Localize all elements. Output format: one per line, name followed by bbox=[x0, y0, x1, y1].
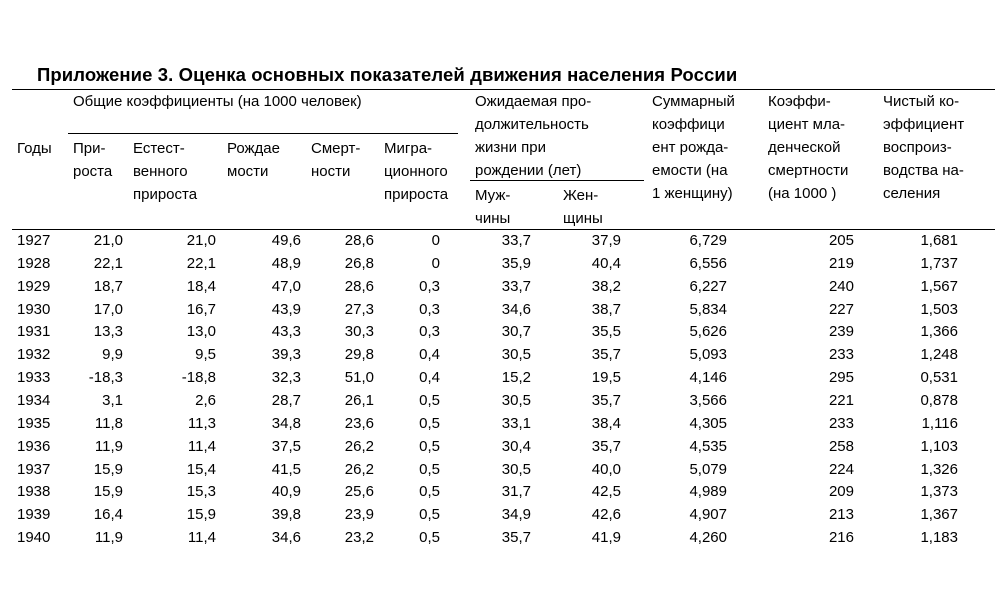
cell-year: 1940 bbox=[17, 529, 51, 547]
cell-growth: 17,0 bbox=[93, 300, 123, 318]
cell-total-fertility: 4,305 bbox=[689, 414, 727, 432]
cell-deaths: 28,6 bbox=[344, 277, 374, 295]
cell-net-reproduction: 1,248 bbox=[920, 346, 958, 364]
cell-total-fertility: 4,907 bbox=[689, 506, 727, 524]
cell-total-fertility: 6,556 bbox=[689, 254, 727, 272]
cell-births: 34,6 bbox=[271, 529, 301, 547]
cell-year: 1935 bbox=[17, 414, 51, 432]
cell-net-reproduction: 0,531 bbox=[920, 369, 958, 387]
cell-migration: 0,5 bbox=[419, 437, 440, 455]
cell-deaths: 23,2 bbox=[344, 529, 374, 547]
cell-deaths: 51,0 bbox=[344, 369, 374, 387]
cell-growth: 22,1 bbox=[93, 254, 123, 272]
cell-growth: 16,4 bbox=[93, 506, 123, 524]
cell-total-fertility: 4,260 bbox=[689, 529, 727, 547]
cell-natural-growth: -18,8 bbox=[181, 369, 216, 387]
cell-births: 48,9 bbox=[271, 254, 301, 272]
cell-migration: 0,4 bbox=[419, 369, 440, 387]
cell-migration: 0,3 bbox=[419, 300, 440, 318]
cell-infant-mortality: 219 bbox=[828, 254, 854, 272]
cell-infant-mortality: 224 bbox=[828, 460, 854, 478]
cell-life-women: 40,4 bbox=[591, 254, 621, 272]
cell-year: 1938 bbox=[17, 483, 51, 501]
cell-infant-mortality: 209 bbox=[828, 483, 854, 501]
cell-life-men: 35,9 bbox=[501, 254, 531, 272]
cell-infant-mortality: 239 bbox=[828, 323, 854, 341]
cell-births: 41,5 bbox=[271, 460, 301, 478]
cell-life-men: 30,5 bbox=[501, 346, 531, 364]
cell-natural-growth: 15,4 bbox=[186, 460, 216, 478]
cell-net-reproduction: 1,373 bbox=[920, 483, 958, 501]
cell-year: 1930 bbox=[17, 300, 51, 318]
cell-deaths: 28,6 bbox=[344, 232, 374, 249]
cell-net-reproduction: 1,737 bbox=[920, 254, 958, 272]
cell-deaths: 29,8 bbox=[344, 346, 374, 364]
cell-natural-growth: 15,9 bbox=[186, 506, 216, 524]
cell-life-men: 33,1 bbox=[501, 414, 531, 432]
cell-migration: 0,5 bbox=[419, 460, 440, 478]
cell-life-women: 38,2 bbox=[591, 277, 621, 295]
cell-infant-mortality: 258 bbox=[828, 437, 854, 455]
cell-net-reproduction: 1,366 bbox=[920, 323, 958, 341]
cell-total-fertility: 3,566 bbox=[689, 391, 727, 409]
cell-infant-mortality: 227 bbox=[828, 300, 854, 318]
cell-total-fertility: 6,729 bbox=[689, 232, 727, 249]
cell-infant-mortality: 240 bbox=[828, 277, 854, 295]
cell-natural-growth: 11,4 bbox=[187, 529, 216, 547]
cell-migration: 0,5 bbox=[419, 483, 440, 501]
cell-births: 39,3 bbox=[271, 346, 301, 364]
cell-net-reproduction: 0,878 bbox=[920, 391, 958, 409]
cell-total-fertility: 6,227 bbox=[689, 277, 727, 295]
cell-natural-growth: 22,1 bbox=[186, 254, 216, 272]
header-deaths: Смерт- ности bbox=[311, 140, 361, 180]
header-years: Годы bbox=[17, 140, 52, 157]
header-women: Жен- щины bbox=[563, 187, 603, 227]
cell-year: 1939 bbox=[17, 506, 51, 524]
cell-growth: 3,1 bbox=[102, 391, 123, 409]
cell-natural-growth: 18,4 bbox=[186, 277, 216, 295]
cell-births: 32,3 bbox=[271, 369, 301, 387]
header-births: Рождае мости bbox=[227, 140, 280, 180]
cell-deaths: 25,6 bbox=[344, 483, 374, 501]
header-infant-mortality: Коэффи- циент мла- денческой смертности (на 1000 ) bbox=[768, 93, 849, 202]
cell-life-men: 33,7 bbox=[501, 232, 531, 249]
cell-births: 47,0 bbox=[271, 277, 301, 295]
cell-deaths: 26,2 bbox=[344, 437, 374, 455]
cell-migration: 0,5 bbox=[419, 414, 440, 432]
cell-births: 49,6 bbox=[271, 232, 301, 249]
cell-infant-mortality: 295 bbox=[828, 369, 854, 387]
header-migration: Мигра- ционного прироста bbox=[384, 140, 449, 203]
cell-net-reproduction: 1,503 bbox=[920, 300, 958, 318]
cell-year: 1931 bbox=[17, 323, 51, 341]
cell-growth: 11,8 bbox=[94, 414, 123, 432]
cell-life-women: 40,0 bbox=[591, 460, 621, 478]
cell-total-fertility: 4,146 bbox=[689, 369, 727, 387]
cell-migration: 0 bbox=[431, 254, 440, 272]
cell-net-reproduction: 1,326 bbox=[920, 460, 958, 478]
cell-year: 1937 bbox=[17, 460, 51, 478]
cell-deaths: 26,8 bbox=[344, 254, 374, 272]
cell-migration: 0,3 bbox=[419, 323, 440, 341]
cell-life-men: 35,7 bbox=[501, 529, 531, 547]
cell-births: 43,9 bbox=[271, 300, 301, 318]
cell-natural-growth: 21,0 bbox=[186, 232, 216, 249]
cell-life-women: 38,7 bbox=[591, 300, 621, 318]
cell-life-men: 30,4 bbox=[501, 437, 531, 455]
cell-births: 28,7 bbox=[271, 391, 301, 409]
cell-infant-mortality: 233 bbox=[828, 346, 854, 364]
cell-total-fertility: 5,834 bbox=[689, 300, 727, 318]
cell-growth: 15,9 bbox=[93, 460, 123, 478]
cell-net-reproduction: 1,567 bbox=[920, 277, 958, 295]
cell-year: 1933 bbox=[17, 369, 51, 387]
cell-migration: 0,4 bbox=[419, 346, 440, 364]
cell-births: 43,3 bbox=[271, 323, 301, 341]
cell-births: 37,5 bbox=[271, 437, 301, 455]
cell-year: 1929 bbox=[17, 277, 51, 295]
cell-migration: 0,5 bbox=[419, 391, 440, 409]
cell-infant-mortality: 213 bbox=[828, 506, 854, 524]
cell-life-women: 42,6 bbox=[591, 506, 621, 524]
cell-life-women: 42,5 bbox=[591, 483, 621, 501]
cell-migration: 0,5 bbox=[419, 529, 440, 547]
cell-growth: 21,0 bbox=[93, 232, 123, 249]
cell-natural-growth: 9,5 bbox=[195, 346, 216, 364]
cell-life-men: 30,5 bbox=[501, 391, 531, 409]
cell-net-reproduction: 1,116 bbox=[921, 414, 958, 432]
header-life-expectancy-group: Ожидаемая про- должительность жизни при рождении (лет) bbox=[475, 93, 592, 179]
cell-life-women: 35,7 bbox=[591, 346, 621, 364]
cell-life-men: 34,6 bbox=[501, 300, 531, 318]
header-general-group: Общие коэффициенты (на 1000 человек) bbox=[73, 93, 362, 110]
cell-life-women: 37,9 bbox=[591, 232, 621, 249]
cell-total-fertility: 5,626 bbox=[689, 323, 727, 341]
cell-total-fertility: 5,093 bbox=[689, 346, 727, 364]
header-natural-growth: Естест- венного прироста bbox=[133, 140, 198, 203]
cell-life-men: 15,2 bbox=[501, 369, 531, 387]
cell-life-women: 41,9 bbox=[591, 529, 621, 547]
cell-year: 1927 bbox=[17, 232, 51, 249]
cell-total-fertility: 5,079 bbox=[689, 460, 727, 478]
cell-births: 39,8 bbox=[271, 506, 301, 524]
cell-life-women: 19,5 bbox=[591, 369, 621, 387]
header-men: Муж- чины bbox=[475, 187, 511, 227]
cell-year: 1934 bbox=[17, 391, 51, 409]
cell-natural-growth: 13,0 bbox=[186, 323, 216, 341]
cell-deaths: 23,6 bbox=[344, 414, 374, 432]
cell-net-reproduction: 1,367 bbox=[920, 506, 958, 524]
cell-natural-growth: 15,3 bbox=[186, 483, 216, 501]
cell-natural-growth: 11,3 bbox=[187, 414, 216, 432]
cell-births: 40,9 bbox=[271, 483, 301, 501]
cell-net-reproduction: 1,103 bbox=[920, 437, 958, 455]
cell-natural-growth: 16,7 bbox=[186, 300, 216, 318]
general-group-rule bbox=[68, 133, 458, 134]
cell-life-women: 35,7 bbox=[591, 391, 621, 409]
cell-year: 1932 bbox=[17, 346, 51, 364]
header-total-fertility: Суммарный коэффици ент рожда- емости (на 1 женщину) bbox=[652, 93, 735, 202]
cell-life-men: 30,7 bbox=[501, 323, 531, 341]
cell-life-men: 33,7 bbox=[501, 277, 531, 295]
cell-natural-growth: 2,6 bbox=[195, 391, 216, 409]
header-net-reproduction: Чистый ко- эффициент воспроиз- водства на- селения bbox=[883, 93, 965, 202]
cell-growth: 11,9 bbox=[94, 437, 123, 455]
cell-growth: -18,3 bbox=[88, 369, 123, 387]
cell-total-fertility: 4,989 bbox=[689, 483, 727, 501]
cell-births: 34,8 bbox=[271, 414, 301, 432]
cell-growth: 9,9 bbox=[102, 346, 123, 364]
cell-infant-mortality: 221 bbox=[828, 391, 854, 409]
cell-deaths: 27,3 bbox=[344, 300, 374, 318]
cell-natural-growth: 11,4 bbox=[187, 437, 216, 455]
cell-growth: 13,3 bbox=[93, 323, 123, 341]
cell-life-women: 35,5 bbox=[591, 323, 621, 341]
cell-net-reproduction: 1,183 bbox=[920, 529, 958, 547]
cell-growth: 11,9 bbox=[94, 529, 123, 547]
header-growth: При- роста bbox=[73, 140, 113, 180]
cell-infant-mortality: 216 bbox=[828, 529, 854, 547]
cell-year: 1936 bbox=[17, 437, 51, 455]
cell-migration: 0 bbox=[431, 232, 440, 249]
cell-net-reproduction: 1,681 bbox=[920, 232, 958, 249]
page-title: Приложение 3. Оценка основных показателей движения населения России bbox=[37, 64, 738, 85]
cell-deaths: 26,1 bbox=[344, 391, 374, 409]
cell-migration: 0,5 bbox=[419, 506, 440, 524]
cell-deaths: 23,9 bbox=[344, 506, 374, 524]
cell-life-women: 35,7 bbox=[591, 437, 621, 455]
cell-migration: 0,3 bbox=[419, 277, 440, 295]
cell-growth: 18,7 bbox=[93, 277, 123, 295]
cell-deaths: 26,2 bbox=[344, 460, 374, 478]
cell-total-fertility: 4,535 bbox=[689, 437, 727, 455]
cell-life-men: 31,7 bbox=[501, 483, 531, 501]
cell-life-women: 38,4 bbox=[591, 414, 621, 432]
cell-infant-mortality: 233 bbox=[828, 414, 854, 432]
cell-life-men: 34,9 bbox=[501, 506, 531, 524]
cell-deaths: 30,3 bbox=[344, 323, 374, 341]
cell-infant-mortality: 205 bbox=[828, 232, 854, 249]
cell-year: 1928 bbox=[17, 254, 51, 272]
cell-life-men: 30,5 bbox=[501, 460, 531, 478]
cell-growth: 15,9 bbox=[93, 483, 123, 501]
